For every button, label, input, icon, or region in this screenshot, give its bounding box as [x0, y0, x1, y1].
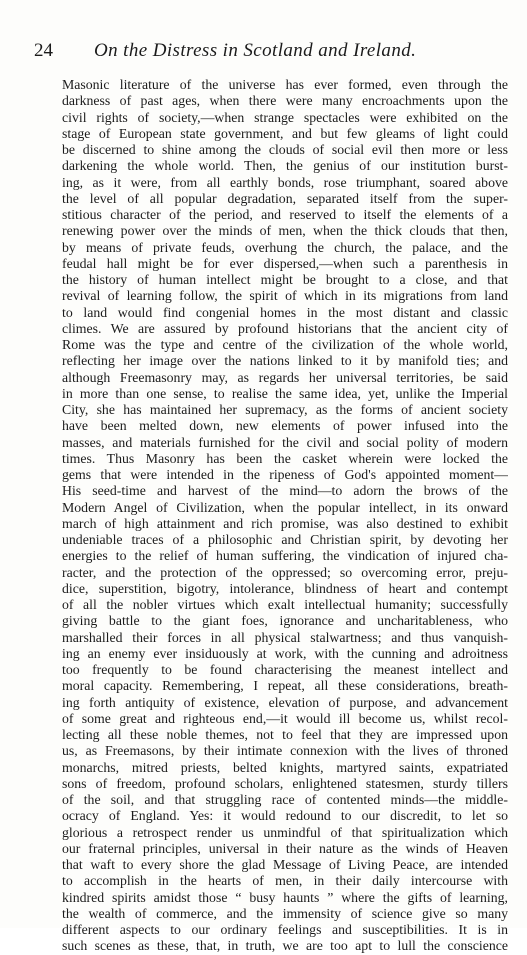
- text-line: darkening the whole world. Then, the genius of our institution burst-: [62, 158, 508, 174]
- text-line: kindred spirits amidst those “ busy haunts ” where the gifts of learning,: [62, 889, 508, 905]
- page-number: 24: [34, 40, 53, 61]
- text-line: ocracy of England. Yes: it would redound to our discredit, to let so: [62, 808, 508, 824]
- text-line: march of high attainment and rich promise, was also destined to exhibit: [62, 515, 508, 531]
- text-line: racter, and the protection of the oppressed; so overcoming error, preju-: [62, 564, 508, 580]
- text-line: the history of human intellect might be brought to a close, and that: [62, 272, 508, 287]
- text-line: masses, and materials furnished for the civil and social polity of modern: [62, 434, 508, 450]
- text-line: ing forth antiquity of existence, elevation of purpose, and advancement: [62, 694, 508, 710]
- text-line: the wealth of commerce, and the immensity of science give so many: [62, 905, 508, 921]
- text-line: although Freemasonry may, as regards her universal territories, be said: [62, 369, 508, 385]
- text-line: too frequently to be found characterising the meanest intellect and: [62, 662, 508, 677]
- text-line: darkness of past ages, when there were many encroachments upon the: [62, 93, 508, 109]
- running-title: On the Distress in Scotland and Ireland.: [94, 40, 417, 61]
- text-line: us, as Freemasons, by their intimate connexion with the lives of throned: [62, 743, 508, 759]
- text-line: reflecting her image over the nations linked to it by manifold ties; and: [62, 353, 508, 369]
- text-line: to accomplish in the hearts of men, in their daily intercourse with: [62, 873, 508, 889]
- text-line: have been melted down, new elements of power infused into the: [62, 418, 508, 434]
- text-line: glorious a retrospect render us unmindful of that spiritualization which: [62, 824, 508, 840]
- text-line: renewing power over the minds of men, when the thick clouds that then,: [62, 223, 508, 239]
- text-line: of the soil, and that struggling race of contented minds—the middle-: [62, 792, 508, 807]
- text-line: Rome was the type and centre of the civilization of the whole world,: [62, 337, 508, 352]
- text-line: moral capacity. Remembering, I repeat, all these considerations, breath-: [62, 678, 508, 694]
- text-line: lecting all these noble themes, not to feel that they are impressed upon: [62, 727, 508, 742]
- text-line: ing, as it were, from all earthly bonds, rose triumphant, soared above: [62, 174, 508, 190]
- text-line: Modern Angel of Civilization, when the popular intellect, in its onward: [62, 499, 508, 515]
- text-line: ing an enemy ever insiduously at work, with the cunning and adroitness: [62, 645, 508, 661]
- text-line: revival of learning follow, the spirit of which in its migrations from land: [62, 288, 508, 304]
- text-line: our fraternal principles, universal in their nature as the winds of Heaven: [62, 840, 508, 856]
- text-line: gems that were intended in the ripeness of God's appointed moment—: [62, 467, 508, 482]
- text-line: Masonic literature of the universe has ever formed, even through the: [62, 77, 508, 92]
- text-line: such scenes as these, that, in truth, we are too apt to lull the conscience: [62, 938, 508, 954]
- text-line: the level of all popular degradation, separated itself from the super-: [62, 190, 508, 206]
- text-line: different aspects to our ordinary feelings and susceptibilities. It is in: [62, 922, 508, 937]
- text-line: dice, superstition, bigotry, intolerance, blindness of heart and contempt: [62, 580, 508, 596]
- text-line: monarchs, mitred priests, belted knights, martyred saints, expatriated: [62, 759, 508, 775]
- text-line: energies to the relief of human suffering, the vindication of injured cha-: [62, 548, 508, 564]
- text-line: stage of European state government, and but few gleams of light could: [62, 125, 508, 141]
- body-text: [62, 77, 508, 955]
- text-line: feudal hall might be for ever dispersed,—when such a parenthesis in: [62, 255, 508, 271]
- text-line: undeniable traces of a philosophic and Christian spirit, by devoting her: [62, 532, 508, 547]
- running-head: [34, 40, 504, 62]
- text-line: of all the nobler virtues which exalt intellectual humanity; successfully: [62, 597, 508, 612]
- text-line: His seed-time and harvest of the mind—to adorn the brows of the: [62, 483, 508, 499]
- text-line: be discerned to shine among the clouds of social evil then more or less: [62, 142, 508, 157]
- text-line: marshalled their forces in all physical stalwartness; and thus vanquish-: [62, 629, 508, 645]
- text-line: to land would find congenial homes in the most distant and classic: [62, 304, 508, 320]
- text-line: by means of private feuds, overhung the church, the palace, and the: [62, 239, 508, 255]
- text-line: sons of freedom, profound scholars, enlightened statesmen, sturdy tillers: [62, 775, 508, 791]
- text-line: civil rights of society,—when strange spectacles were exhibited on the: [62, 109, 508, 125]
- text-line: City, she has maintained her supremacy, as the forms of ancient society: [62, 402, 508, 417]
- text-line: stitious character of the period, and reserved to itself the elements of a: [62, 207, 508, 222]
- text-line: times. Thus Masonry has been the casket wherein were locked the: [62, 450, 508, 466]
- text-line: that waft to every shore the glad Message of Living Peace, are intended: [62, 857, 508, 872]
- text-line: in more than one sense, to realise the same idea, yet, unlike the Imperial: [62, 385, 508, 401]
- text-line: climes. We are assured by profound historians that the ancient city of: [62, 320, 508, 336]
- text-line: of some great and righteous end,—it would ill become us, whilst recol-: [62, 710, 508, 726]
- text-line: giving battle to the giant foes, ignorance and uncharitableness, who: [62, 613, 508, 629]
